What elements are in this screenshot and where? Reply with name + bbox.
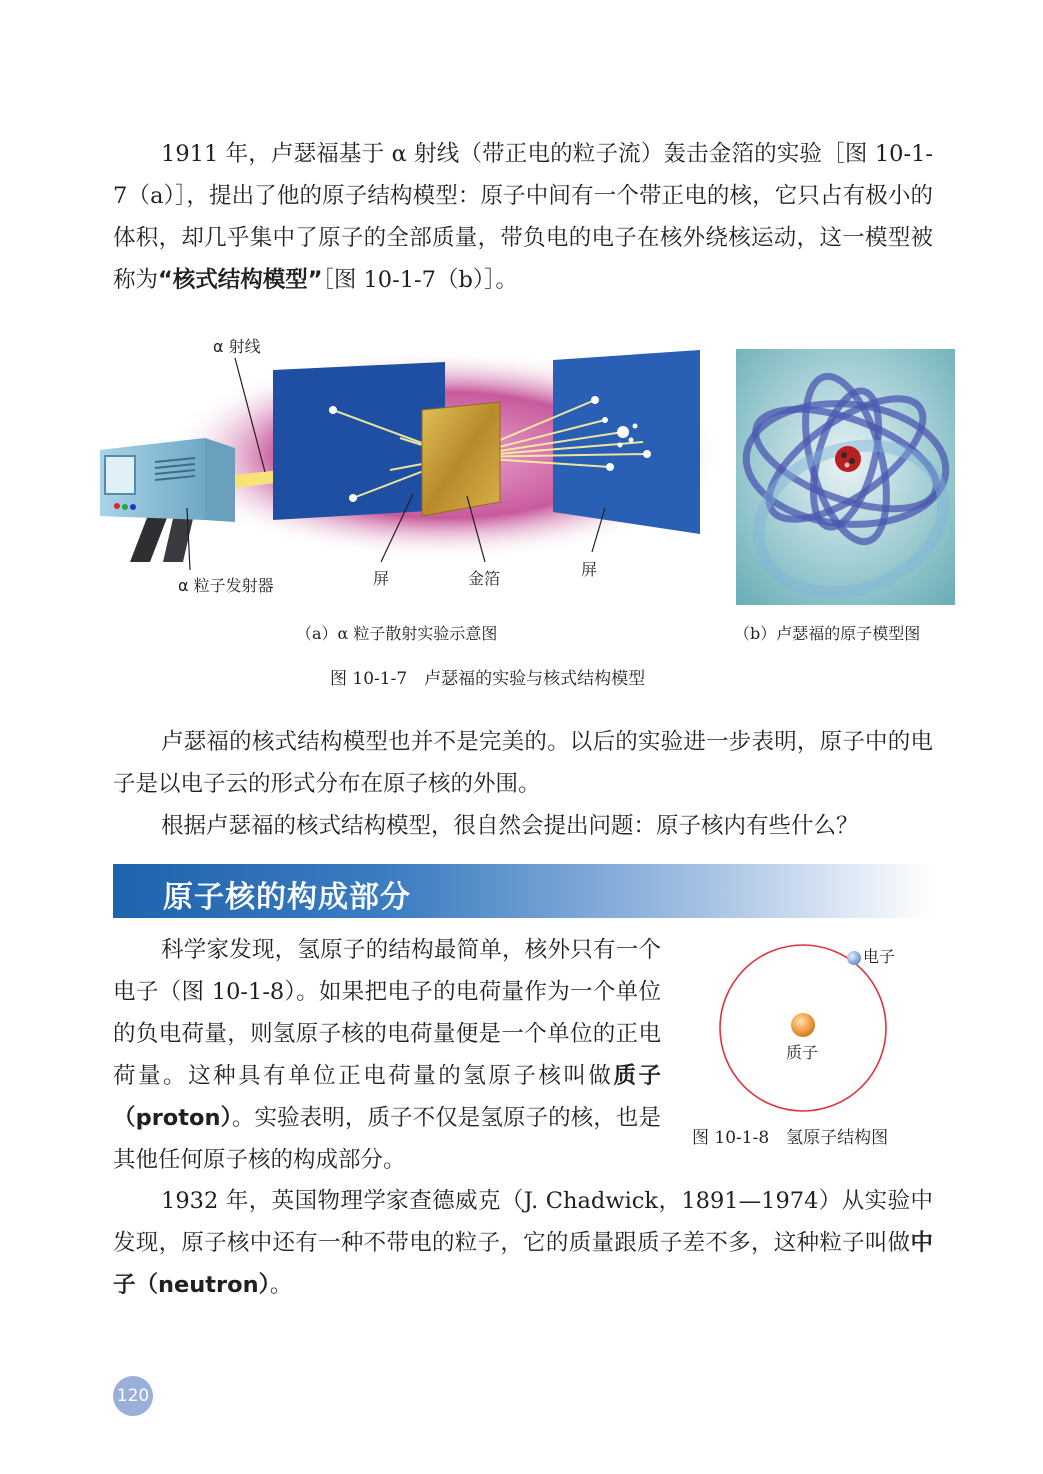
section-title: 原子核的构成部分 [163,880,411,915]
right-screen [553,350,700,534]
nucleus [835,446,861,472]
neutron-text-a: 1932 年，英国物理学家查德威克（J. Chadwick，1891—1974）从实验中发现，原子核中还有一种不带电的粒子，它的质量跟质子差不多，这种粒子叫做 [113,1188,933,1256]
proton-text-b: 。实验表明，质子不仅是氢原子的核，也是其他任何原子核的构成部分。 [113,1105,661,1173]
label-emitter: α 粒子发射器 [178,576,274,595]
intro-bold-term: “核式结构模型” [158,267,323,293]
electron-ball [847,951,861,965]
caption-b: （b）卢瑟福的原子模型图 [734,624,921,643]
label-screen-right: 屏 [581,560,598,579]
label-gold-foil: 金箔 [468,569,501,588]
neutron-text-b: 。 [269,1272,293,1298]
caption-a: （a）α 粒子散射实验示意图 [296,624,498,643]
paragraph-proton [113,929,661,1181]
paragraph-neutron [113,1180,933,1306]
label-alpha-ray: α 射线 [213,337,261,356]
label-proton: 质子 [786,1043,819,1062]
gold-foil [422,402,500,516]
proton-term: 质子（proton） [113,1063,661,1131]
emitter-box [100,438,235,522]
neutron-term: 中子（neutron） [113,1230,933,1298]
label-electron: 电子 [863,947,896,966]
section-header-bar [113,864,933,918]
intro-text-b: ［图 10-1-7（b）］。 [322,267,518,293]
paragraph-electron-cloud: 卢瑟福的核式结构模型也并不是完美的。以后的实验进一步表明，原子中的电子是以电子云的形式分布在原子核的外围。 [113,729,933,797]
alpha-scattering-diagram [95,330,715,610]
paragraph-question: 根据卢瑟福的核式结构模型，很自然会提出问题：原子核内有些什么？ [161,813,859,839]
proton-ball [791,1013,815,1037]
intro-text-a: 1911 年，卢瑟福基于 α 射线（带正电的粒子流）轰击金箔的实验［图 10-1-7（a）］，提出了他的原子结构模型：原子中间有一个带正电的核，它只占有极小的体积，却几乎集中了原子的全部质量，带负电的电子在核外绕核运动，这一模型被称为 [113,141,933,293]
figure-10-1-7-caption: 图 10-1-7 卢瑟福的实验与核式结构模型 [330,669,646,689]
figure-10-1-8-caption: 图 10-1-8 氢原子结构图 [692,1128,889,1148]
rutherford-atom-model [736,349,955,605]
intro-paragraph [113,133,933,301]
page-number: 120 [113,1376,153,1416]
proton-text-a: 科学家发现，氢原子的结构最简单，核外只有一个电子（图 10-1-8）。如果把电子的电荷量作为一个单位的负电荷量，则氢原子核的电荷量便是一个单位的正电荷量。这种具有单位正电荷量的氢原子核叫做 [113,937,661,1089]
label-screen-left: 屏 [373,569,390,588]
